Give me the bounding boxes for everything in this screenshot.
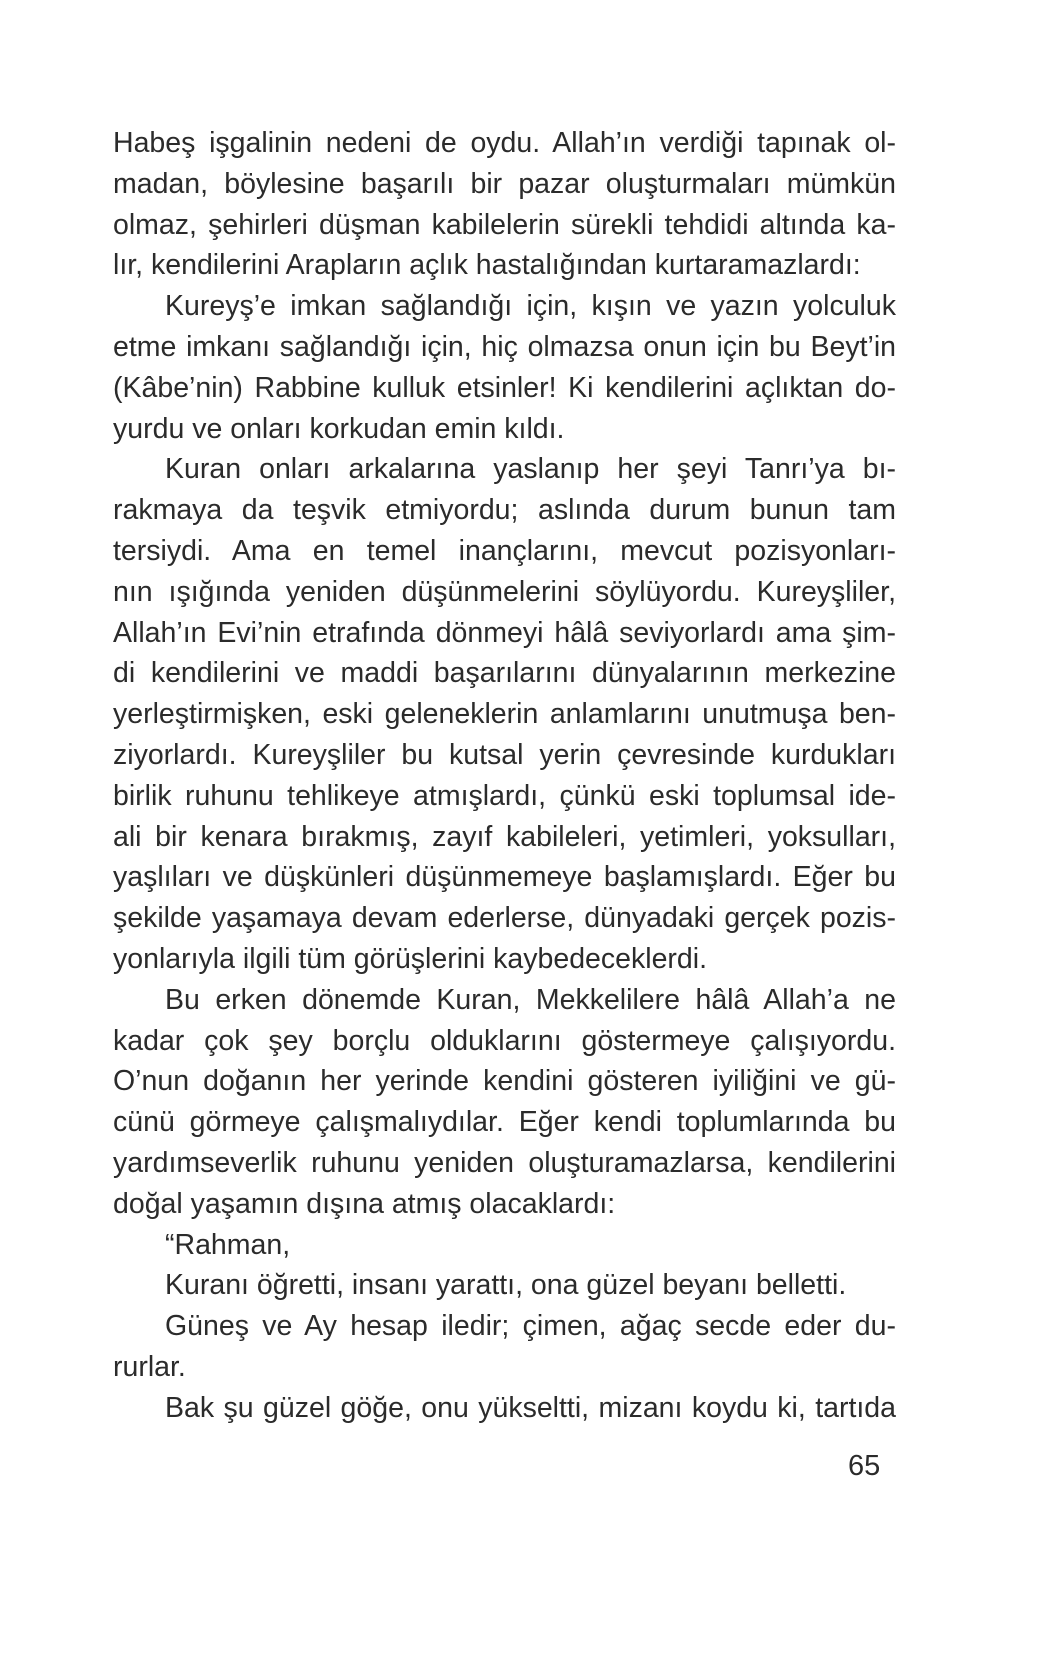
text-line: cünü görmeye çalışmalıydılar. Eğer kendi toplumlarında bu: [113, 1106, 896, 1139]
text-line: O’nun doğanın her yerinde kendini gösteren iyiliğini ve gü-: [113, 1065, 896, 1098]
text-line: ali bir kenara bırakmış, zayıf kabileleri, yetimleri, yoksulları,: [113, 820, 896, 853]
text-line: şekilde yaşamaya devam ederlerse, dünyadaki gerçek pozis-: [113, 902, 896, 935]
text-line: di kendilerini ve maddi başarılarını dünyalarının merkezine: [113, 657, 896, 690]
text-line: birlik ruhunu tehlikeye atmışlardı, çünkü eski toplumsal ide-: [113, 779, 896, 812]
text-line: lır, kendilerini Arapların açlık hastalığından kurtaramazlardı:: [113, 249, 861, 282]
text-line: kadar çok şey borçlu olduklarını göstermeye çalışıyordu.: [113, 1024, 896, 1057]
page-body-text: [113, 123, 896, 1429]
text-line: Bak şu güzel göğe, onu yükseltti, mizanı koydu ki, tartıda: [165, 1391, 896, 1424]
text-line: yaşlıları ve düşkünleri düşünmemeye başlamışlardı. Eğer bu: [113, 861, 896, 894]
text-line: doğal yaşamın dışına atmış olacaklardı:: [113, 1187, 616, 1220]
text-line: etme imkanı sağlandığı için, hiç olmazsa onun için bu Beyt’in: [113, 330, 896, 363]
page-number: 65: [848, 1450, 881, 1482]
text-line: (Kâbe’nin) Rabbine kulluk etsinler! Ki kendilerini açlıktan do-: [113, 371, 896, 404]
text-line: nın ışığında yeniden düşünmelerini söylüyordu. Kureyşliler,: [113, 575, 896, 608]
text-line: Bu erken dönemde Kuran, Mekkelilere hâlâ Allah’a ne: [165, 983, 896, 1016]
text-line: ziyorlardı. Kureyşliler bu kutsal yerin çevresinde kurdukları: [113, 738, 896, 771]
text-line: yardımseverlik ruhunu yeniden oluşturamazlarsa, kendilerini: [113, 1146, 896, 1179]
text-line: Allah’ın Evi’nin etrafında dönmeyi hâlâ seviyorlardı ama şim-: [113, 616, 896, 649]
text-line: rakmaya da teşvik etmiyordu; aslında durum bunun tam: [113, 494, 896, 527]
text-line: rurlar.: [113, 1350, 186, 1383]
text-line: madan, böylesine başarılı bir pazar oluşturmaları mümkün: [113, 167, 896, 200]
text-line: Güneş ve Ay hesap iledir; çimen, ağaç secde eder du-: [165, 1310, 896, 1343]
text-line: “Rahman,: [165, 1228, 291, 1261]
text-line: Kureyş’e imkan sağlandığı için, kışın ve yazın yolculuk: [165, 290, 896, 323]
text-line: tersiydi. Ama en temel inançlarını, mevcut pozisyonları-: [113, 534, 896, 567]
text-line: Kuranı öğretti, insanı yarattı, ona güzel beyanı belletti.: [165, 1269, 847, 1302]
text-line: yonlarıyla ilgili tüm görüşlerini kaybedeceklerdi.: [113, 942, 708, 975]
text-line: Habeş işgalinin nedeni de oydu. Allah’ın verdiği tapınak ol-: [113, 127, 896, 159]
text-line: olmaz, şehirleri düşman kabilelerin sürekli tehdidi altında ka-: [113, 208, 896, 241]
text-line: yurdu ve onları korkudan emin kıldı.: [113, 412, 565, 445]
text-line: Kuran onları arkalarına yaslanıp her şeyi Tanrı’ya bı-: [165, 453, 896, 486]
text-line: yerleştirmişken, eski geleneklerin anlamlarını unutmuşa ben-: [113, 698, 896, 731]
